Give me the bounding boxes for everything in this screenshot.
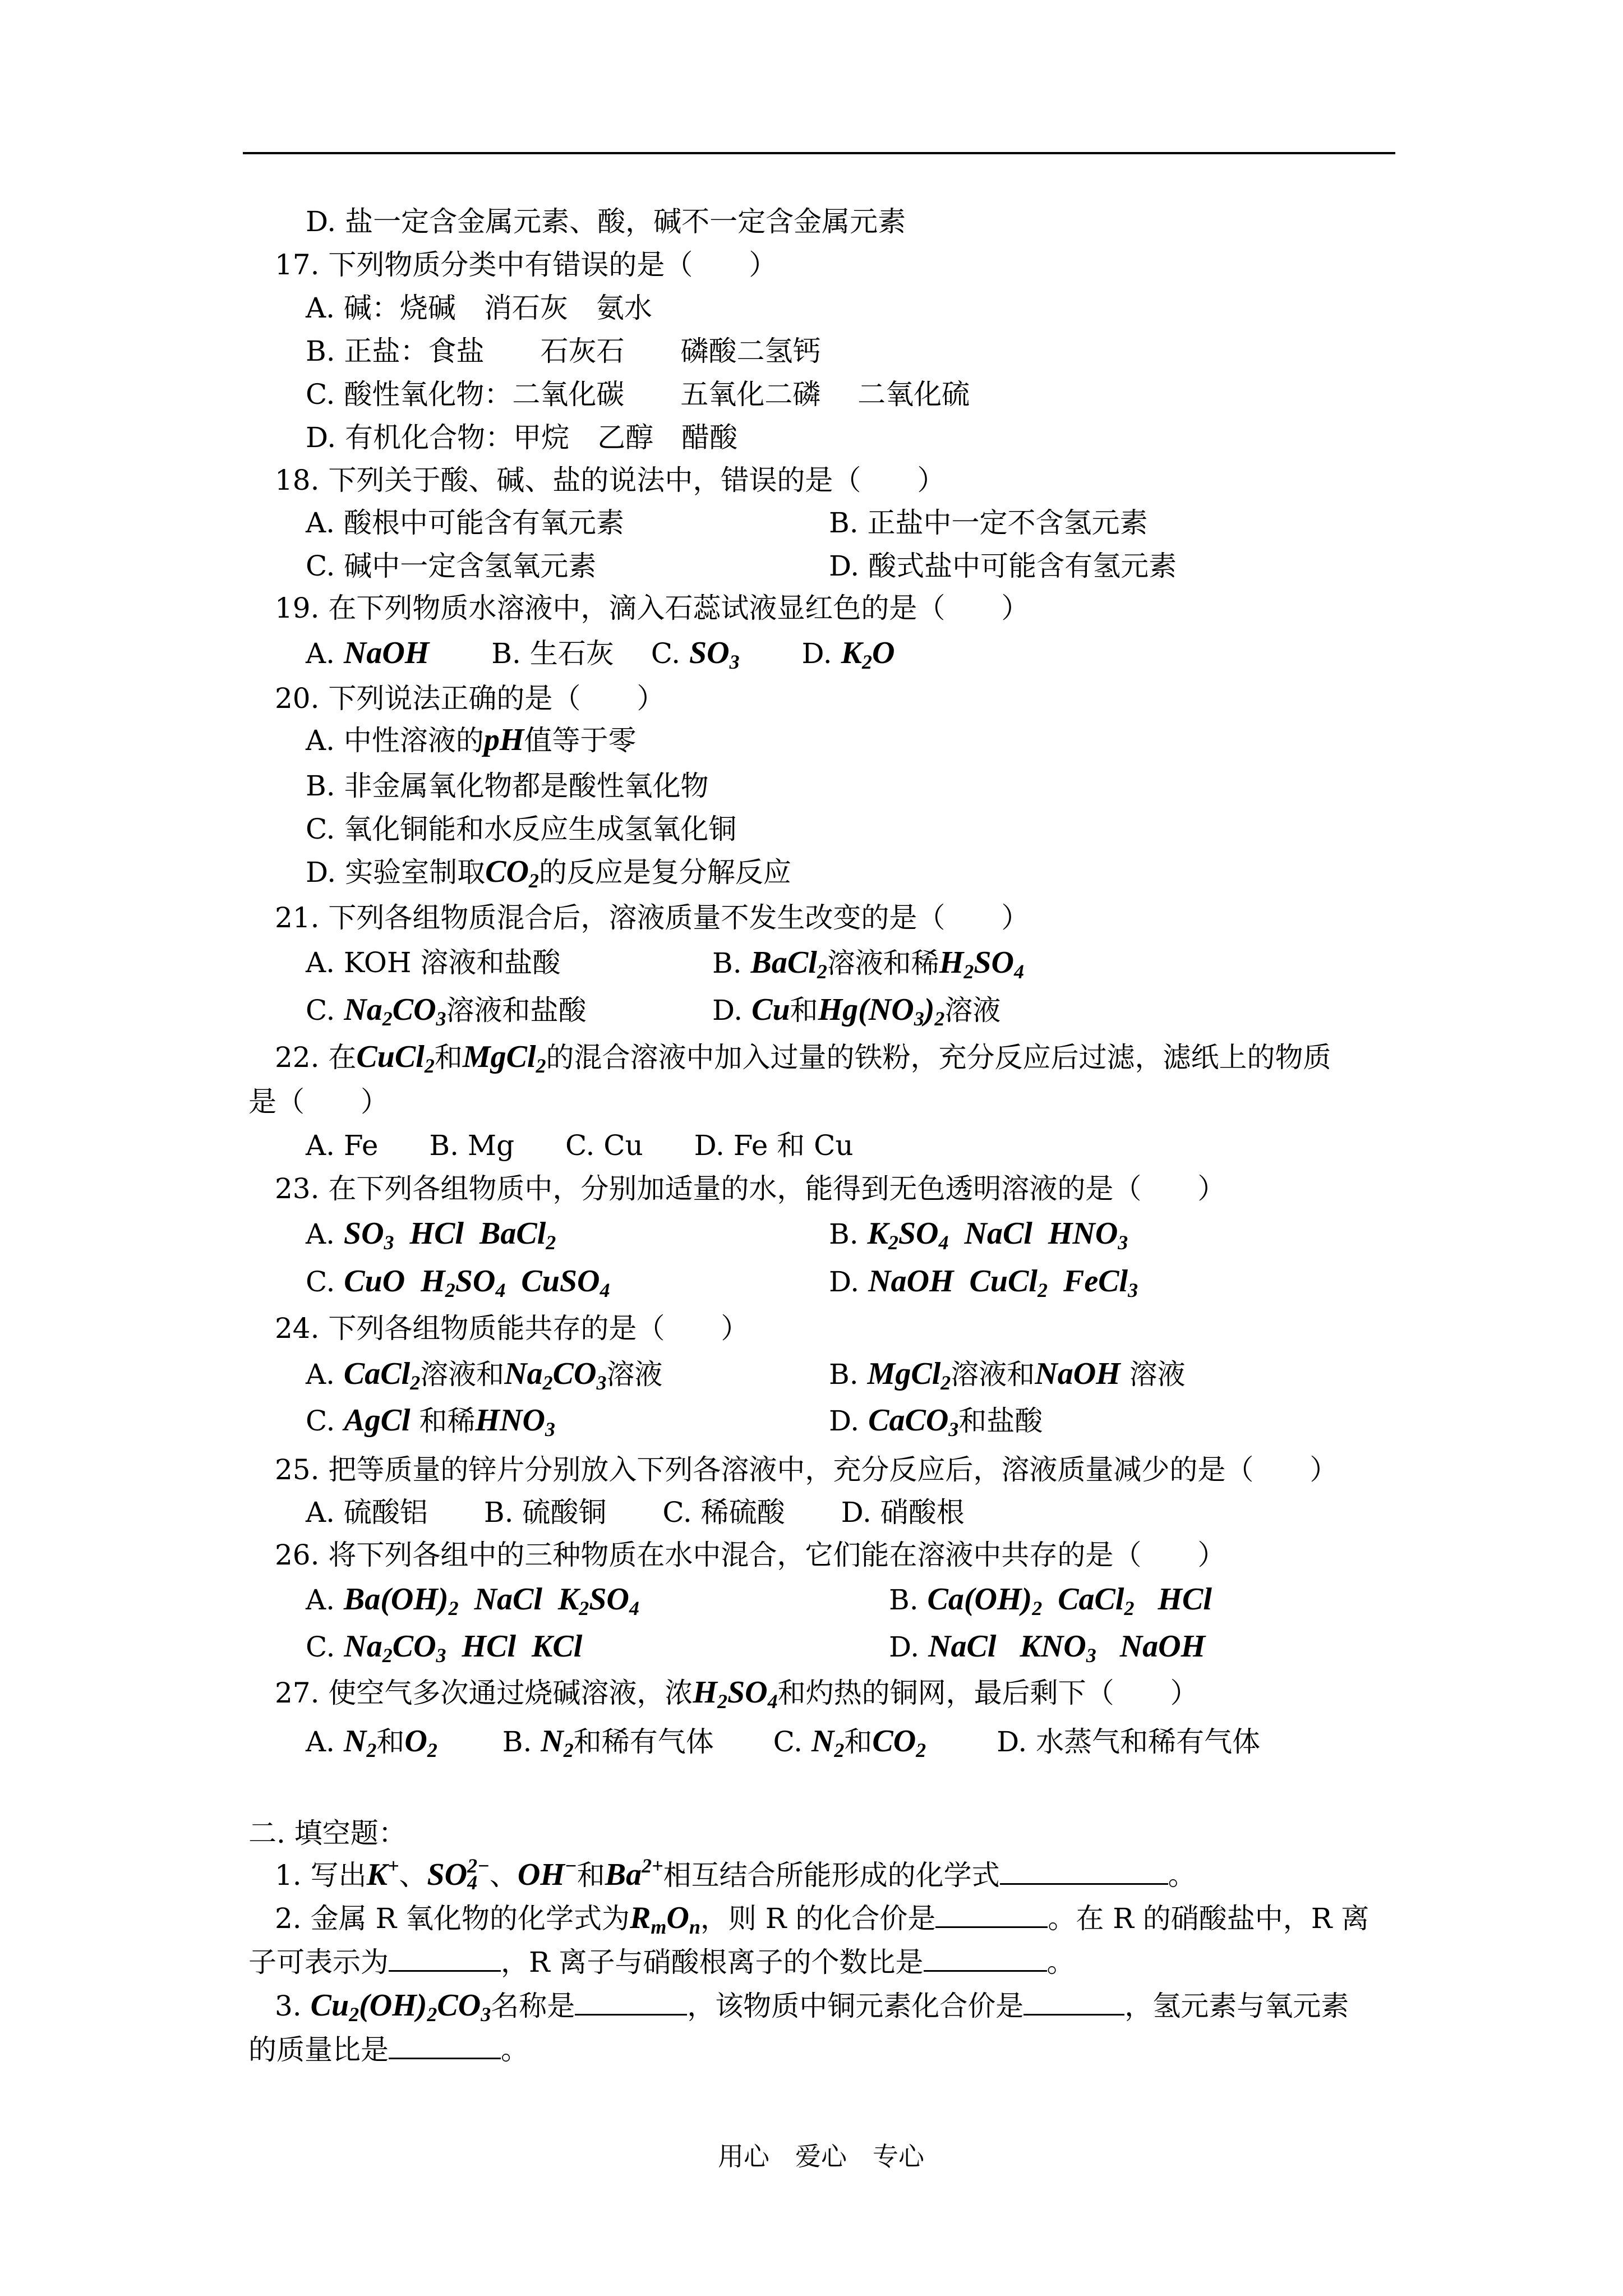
fill-q2-line1: 2. 金属 R 氧化物的化学式为$R_mO_n$，则 R 的化合价是 。在 R 的硝酸盐中，R 离 [275, 1901, 1370, 1938]
q21-option-a: A. KOH 溶液和盐酸 [306, 946, 561, 979]
q23-option-d: D. NaOH CuCl$_2$ FeCl$_3$ [829, 1264, 1138, 1301]
page-footer: 用心 爱心 专心 [718, 2141, 924, 2171]
q20-option-c: C. 氧化铜能和水反应生成氢氧化铜 [306, 813, 737, 845]
q19-c-label: C. [651, 637, 681, 670]
q25-options: A. 硫酸铝 B. 硫酸铜 C. 稀硫酸 D. 硝酸根 [306, 1496, 965, 1529]
q27-stem: 27. 使空气多次通过烧碱溶液，浓$H_2SO_4$和灼热的铜网，最后剩下（ ） [275, 1675, 1198, 1713]
q22-stem: 22. 在CuCl$_2$和MgCl$_2$的混合溶液中加入过量的铁粉，充分反应后过滤，滤纸上的物质 [275, 1039, 1331, 1077]
fill-q1: 1. 写出K+、$SO_4^{2-}$、OH−和$Ba^{2+}$相互结合所能形成的化学式 。 [275, 1855, 1196, 1894]
q20-option-a: A. 中性溶液的pH值等于零 [306, 723, 637, 757]
q27-option-b: B. $N_2$和稀有气体 [502, 1724, 714, 1761]
q21-stem: 21. 下列各组物质混合后，溶液质量不发生改变的是（ ） [275, 901, 1030, 934]
q20-option-b: B. 非金属氧化物都是酸性氧化物 [306, 770, 709, 802]
q19-stem: 19. 在下列物质水溶液中，滴入石蕊试液显红色的是（ ） [275, 592, 1030, 624]
q24-option-b: B. MgCl$_2$溶液和NaOH 溶液 [829, 1356, 1186, 1394]
q22-option-b: B. Mg [429, 1129, 515, 1162]
q18-option-c: C. 碱中一定含氢氧元素 [306, 550, 597, 582]
q27-option-d: D. 水蒸气和稀有气体 [997, 1726, 1261, 1758]
q19-c-formula: $SO_3$ [689, 636, 740, 673]
q27-option-a: A. $N_2$和$O_2$ [306, 1724, 437, 1761]
section2-title: 二. 填空题： [248, 1817, 407, 1849]
q27-options [306, 1723, 1260, 1760]
q21-option-d: D. Cu和$Hg(NO_3)_2$溶液 [712, 992, 1001, 1030]
fill-q2-blank-ratio[interactable] [924, 1944, 1047, 1972]
q25-stem: 25. 把等质量的锌片分别放入下列各溶液中，充分反应后，溶液质量减少的是（ ） [275, 1453, 1338, 1486]
q17-option-b: B. 正盐：食盐 石灰石 磷酸二氢钙 [306, 335, 821, 367]
q24-option-a: A. CaCl$_2$溶液和$Na_2CO_3$溶液 [306, 1356, 663, 1394]
fill-q3-line1: 3. $Cu_2(OH)_2CO_3$名称是 ，该物质中铜元素化合价是 ，氢元素与氧元素 [275, 1988, 1349, 2026]
q26-stem: 26. 将下列各组中的三种物质在水中混合，它们能在溶液中共存的是（ ） [275, 1539, 1226, 1571]
q23-stem: 23. 在下列各组物质中，分别加适量的水，能得到无色透明溶液的是（ ） [275, 1172, 1226, 1205]
q26-option-a: A. $Ba(OH)_2$ NaCl $K_2SO_4$ [306, 1582, 639, 1619]
q17-option-c: C. 酸性氧化物：二氧化碳 五氧化二磷 二氧化硫 [306, 378, 970, 411]
q19-options [306, 635, 895, 671]
q26-option-d: D. NaCl $KNO_3$ NaOH [889, 1629, 1206, 1667]
q22-option-d: D. Fe 和 Cu [694, 1129, 854, 1162]
q24-option-c: C. AgCl 和稀$HNO_3$ [306, 1403, 555, 1441]
q22-option-a: A. Fe [306, 1129, 379, 1162]
q18-option-b: B. 正盐中一定不含氢元素 [829, 507, 1148, 539]
fill-q3-blank-valence[interactable] [1023, 1988, 1124, 2016]
q17-option-d: D. 有机化合物：甲烷 乙醇 醋酸 [306, 421, 738, 454]
q26-option-c: C. $Na_2CO_3$ HCl KCl [306, 1629, 583, 1667]
q24-option-d: D. CaCO$_3$和盐酸 [829, 1403, 1043, 1441]
q22-options [306, 1128, 854, 1163]
q19-d-label: D. [801, 637, 832, 670]
fill-q3-line2: 的质量比是 。 [248, 2032, 529, 2068]
fill-q2-blank-ion[interactable] [389, 1944, 501, 1972]
fill-q3-blank-ratio[interactable] [389, 2032, 501, 2059]
fill-q2-line2: 子可表示为 ，R 离子与硝酸根离子的个数比是 。 [248, 1944, 1075, 1980]
q18-option-a: A. 酸根中可能含有氧元素 [306, 507, 624, 539]
q19-a-label: A. [306, 637, 335, 670]
q23-option-b: B. $K_2SO_4$ NaCl $HNO_3$ [829, 1216, 1128, 1254]
q19-d-formula: $K_2O$ [841, 636, 895, 673]
q20-option-d: D. 实验室制取$CO_2$的反应是复分解反应 [306, 854, 791, 892]
q23-option-a: A. $SO_3$ HCl BaCl$_2$ [306, 1216, 556, 1254]
q22-option-c: C. Cu [565, 1129, 643, 1162]
q22-stem-line2: 是（ ） [248, 1085, 389, 1118]
q27-option-c: C. $N_2$和$CO_2$ [773, 1724, 926, 1761]
q23-option-c: C. CuO $H_2SO_4$ CuSO$_4$ [306, 1264, 610, 1301]
q21-option-c: C. $Na_2CO_3$溶液和盐酸 [306, 992, 587, 1030]
q17-option-a: A. 碱：烧碱 消石灰 氨水 [306, 292, 652, 324]
header-rule [243, 152, 1395, 154]
fill-q2-blank-valence[interactable] [935, 1901, 1048, 1928]
q16-option-d: D. 盐一定含金属元素、酸，碱不一定含金属元素 [306, 205, 906, 238]
fill-q3-blank-name[interactable] [575, 1988, 687, 2016]
q17-stem: 17. 下列物质分类中有错误的是（ ） [275, 249, 777, 281]
q24-stem: 24. 下列各组物质能共存的是（ ） [275, 1312, 749, 1345]
q19-a-formula: NaOH [343, 636, 430, 670]
q20-stem: 20. 下列说法正确的是（ ） [275, 682, 665, 715]
q21-option-b: B. BaCl$_2$溶液和稀$H_2SO_4$ [712, 945, 1024, 983]
q19-option-b: B. 生石灰 [491, 637, 614, 670]
fill-q1-blank[interactable] [1000, 1857, 1168, 1885]
q18-option-d: D. 酸式盐中可能含有氢元素 [829, 550, 1177, 582]
q18-stem: 18. 下列关于酸、碱、盐的说法中，错误的是（ ） [275, 464, 946, 496]
q26-option-b: B. $Ca(OH)_2$ CaCl$_2$ HCl [889, 1582, 1212, 1619]
